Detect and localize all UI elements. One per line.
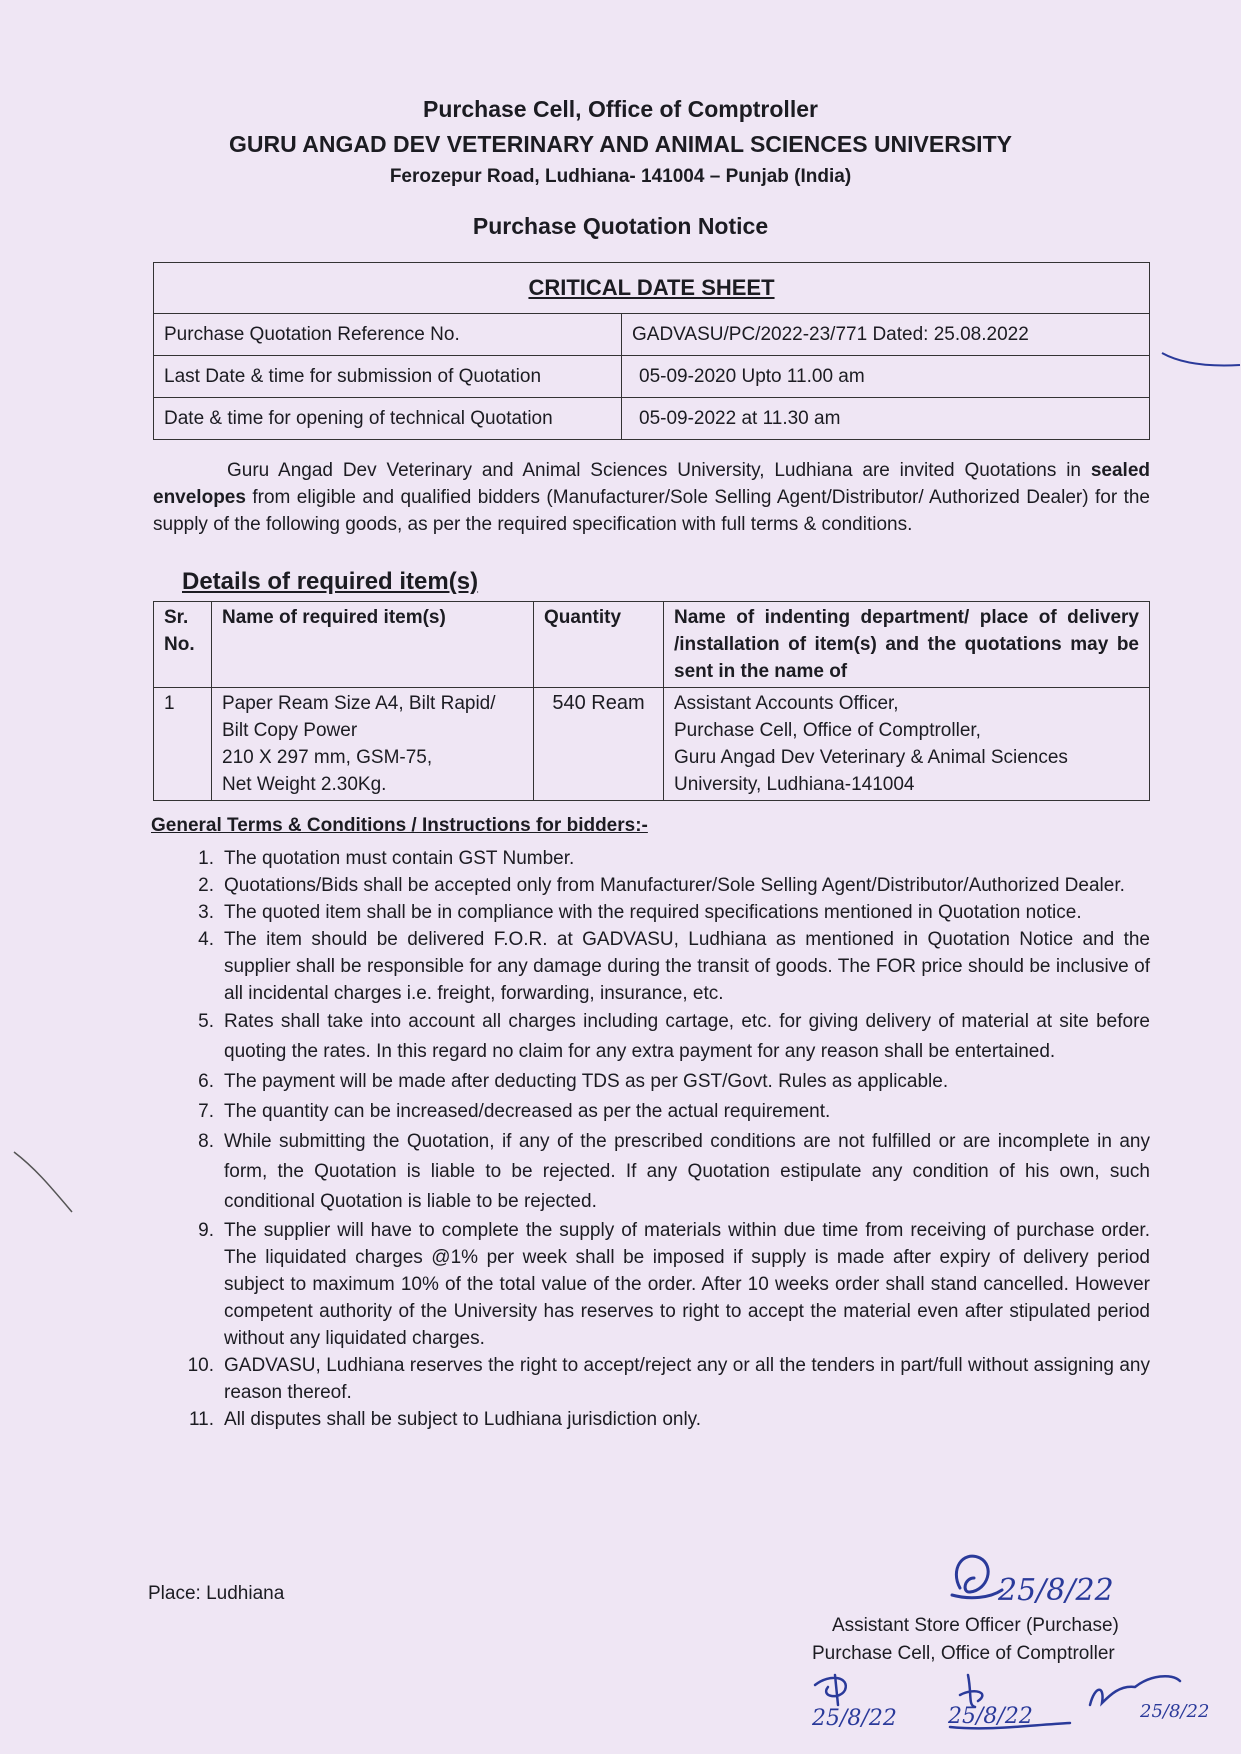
term-text: Quotations/Bids shall be accepted only from Manufacturer/Sole Selling Agent/Distributor/Authorized Dealer. <box>224 875 1125 896</box>
terms-list <box>178 845 1150 1433</box>
term-text: GADVASU, Ludhiana reserves the right to accept/reject any or all the tenders in part/full without assigning any reason thereof. <box>224 1355 1150 1403</box>
opening-date-label: Date & time for opening of technical Quotation <box>154 398 622 440</box>
details-heading: Details of required item(s) <box>182 568 479 595</box>
term-item <box>178 1217 1150 1352</box>
term-item <box>178 1007 1150 1067</box>
signature-date: 25/8/22 <box>998 1573 1114 1608</box>
intro-text-part2: from eligible and qualified bidders (Manufacturer/Sole Selling Agent/Distributor/ Authorized Dealer) for the supply of the following goods, as per the required specification with full terms & conditions. <box>153 487 1150 535</box>
submission-date-value: 05-09-2020 Upto 11.00 am <box>622 356 1150 398</box>
term-item <box>178 926 1150 1007</box>
term-number: 6. <box>198 1071 214 1092</box>
initials-marks <box>800 1665 1220 1750</box>
critical-date-sheet-title: CRITICAL DATE SHEET <box>154 263 1150 314</box>
term-number: 11. <box>188 1409 214 1430</box>
col-header-qty: Quantity <box>534 602 664 688</box>
term-item <box>178 1067 1150 1097</box>
opening-date-value: 05-09-2022 at 11.30 am <box>622 398 1150 440</box>
term-text: The quotation must contain GST Number. <box>224 848 575 869</box>
signatory-title: Assistant Store Officer (Purchase) <box>832 1615 1119 1636</box>
office-name: Purchase Cell, Office of Comptroller <box>423 96 818 122</box>
term-item <box>178 845 1150 872</box>
term-number: 3. <box>198 902 214 923</box>
signature-mark <box>940 1540 1170 1620</box>
item-department <box>664 688 1150 801</box>
item-name-line: Net Weight 2.30Kg. <box>222 774 387 795</box>
term-number: 10. <box>187 1355 214 1376</box>
dept-line: Guru Angad Dev Veterinary & Animal Sciences <box>674 747 1068 768</box>
terms-heading: General Terms & Conditions / Instructions for bidders:- <box>151 815 648 836</box>
term-item <box>178 1406 1150 1433</box>
intro-text-bold: sealed envelopes <box>153 460 1150 508</box>
term-text: The payment will be made after deducting TDS as per GST/Govt. Rules as applicable. <box>224 1071 949 1092</box>
initial-date: 25/8/22 <box>1140 1701 1210 1722</box>
university-name: GURU ANGAD DEV VETERINARY AND ANIMAL SCIENCES UNIVERSITY <box>229 131 1012 157</box>
term-number: 1. <box>198 848 214 869</box>
term-text: While submitting the Quotation, if any of the prescribed conditions are not fulfilled or are incomplete in any form, the Quotation is liable to be rejected. If any Quotation estipulate any condition of his own, such conditional Quotation is liable to be rejected. <box>224 1131 1150 1212</box>
dept-line: Purchase Cell, Office of Comptroller, <box>674 720 981 741</box>
col-header-dept: Name of indenting department/ place of delivery /installation of item(s) and the quotations may be sent in the name of <box>664 602 1150 688</box>
col-header-name: Name of required item(s) <box>212 602 534 688</box>
reference-value: GADVASU/PC/2022-23/771 Dated: 25.08.2022 <box>622 314 1150 356</box>
term-number: 8. <box>198 1131 214 1152</box>
reference-label: Purchase Quotation Reference No. <box>154 314 622 356</box>
term-text: Rates shall take into account all charges including cartage, etc. for giving delivery of material at site before quoting the rates. In this regard no claim for any extra payment for any reason shall be entertained. <box>224 1011 1150 1062</box>
table-row <box>154 314 1150 356</box>
term-item <box>178 1097 1150 1127</box>
term-number: 2. <box>198 875 214 896</box>
term-text: The item should be delivered F.O.R. at GADVASU, Ludhiana as mentioned in Quotation Notice and the supplier shall be responsible for any damage during the transit of goods. The FOR price should be inclusive of all incidental charges i.e. freight, forwarding, insurance, etc. <box>224 929 1150 1004</box>
submission-date-label: Last Date & time for submission of Quotation <box>154 356 622 398</box>
place-label: Place: Ludhiana <box>148 1583 285 1604</box>
item-sr: 1 <box>154 688 212 801</box>
term-item <box>178 872 1150 899</box>
term-number: 4. <box>198 929 214 950</box>
term-number: 9. <box>198 1220 214 1241</box>
intro-paragraph <box>153 457 1150 538</box>
col-header-sr: Sr. No. <box>154 602 212 688</box>
term-text: The quoted item shall be in compliance with the required specifications mentioned in Quotation notice. <box>224 902 1082 923</box>
pen-stroke-mark <box>1160 345 1241 375</box>
dept-line: University, Ludhiana-141004 <box>674 774 915 795</box>
scan-mark <box>10 1148 80 1218</box>
signatory-office: Purchase Cell, Office of Comptroller <box>812 1643 1115 1664</box>
notice-title: Purchase Quotation Notice <box>472 213 769 239</box>
initial-date: 25/8/22 <box>948 1704 1033 1729</box>
item-name <box>212 688 534 801</box>
item-name-line: Bilt Copy Power <box>222 720 358 741</box>
dept-line: Assistant Accounts Officer, <box>674 693 899 714</box>
item-name-line: 210 X 297 mm, GSM-75, <box>222 747 433 768</box>
table-row <box>154 356 1150 398</box>
item-name-line: Paper Ream Size A4, Bilt Rapid/ <box>222 693 496 714</box>
term-item <box>178 1127 1150 1217</box>
term-item <box>178 899 1150 926</box>
initial-date: 25/8/22 <box>812 1706 897 1731</box>
term-number: 5. <box>198 1011 214 1032</box>
item-quantity: 540 Ream <box>534 688 664 801</box>
intro-text-part1: Guru Angad Dev Veterinary and Animal Sciences University, Ludhiana are invited Quotations in <box>227 460 1091 481</box>
term-text: All disputes shall be subject to Ludhiana jurisdiction only. <box>224 1409 702 1430</box>
critical-date-sheet <box>153 262 1150 440</box>
table-row <box>154 398 1150 440</box>
term-text: The supplier will have to complete the supply of materials within due time from receiving of purchase order. The liquidated charges @1% per week shall be imposed if supply is made after expiry of delivery period subject to maximum 10% of the total value of the order. After 10 weeks order shall stand cancelled. However competent authority of the University has reserves to right to accept the material even after stipulated period without any liquidated charges. <box>224 1220 1150 1349</box>
term-item <box>178 1352 1150 1406</box>
term-number: 7. <box>198 1101 214 1122</box>
university-address: Ferozepur Road, Ludhiana- 141004 – Punjab (India) <box>389 166 852 187</box>
items-table <box>153 601 1150 801</box>
table-row <box>154 688 1150 801</box>
table-header-row <box>154 602 1150 688</box>
term-text: The quantity can be increased/decreased as per the actual requirement. <box>224 1101 831 1122</box>
